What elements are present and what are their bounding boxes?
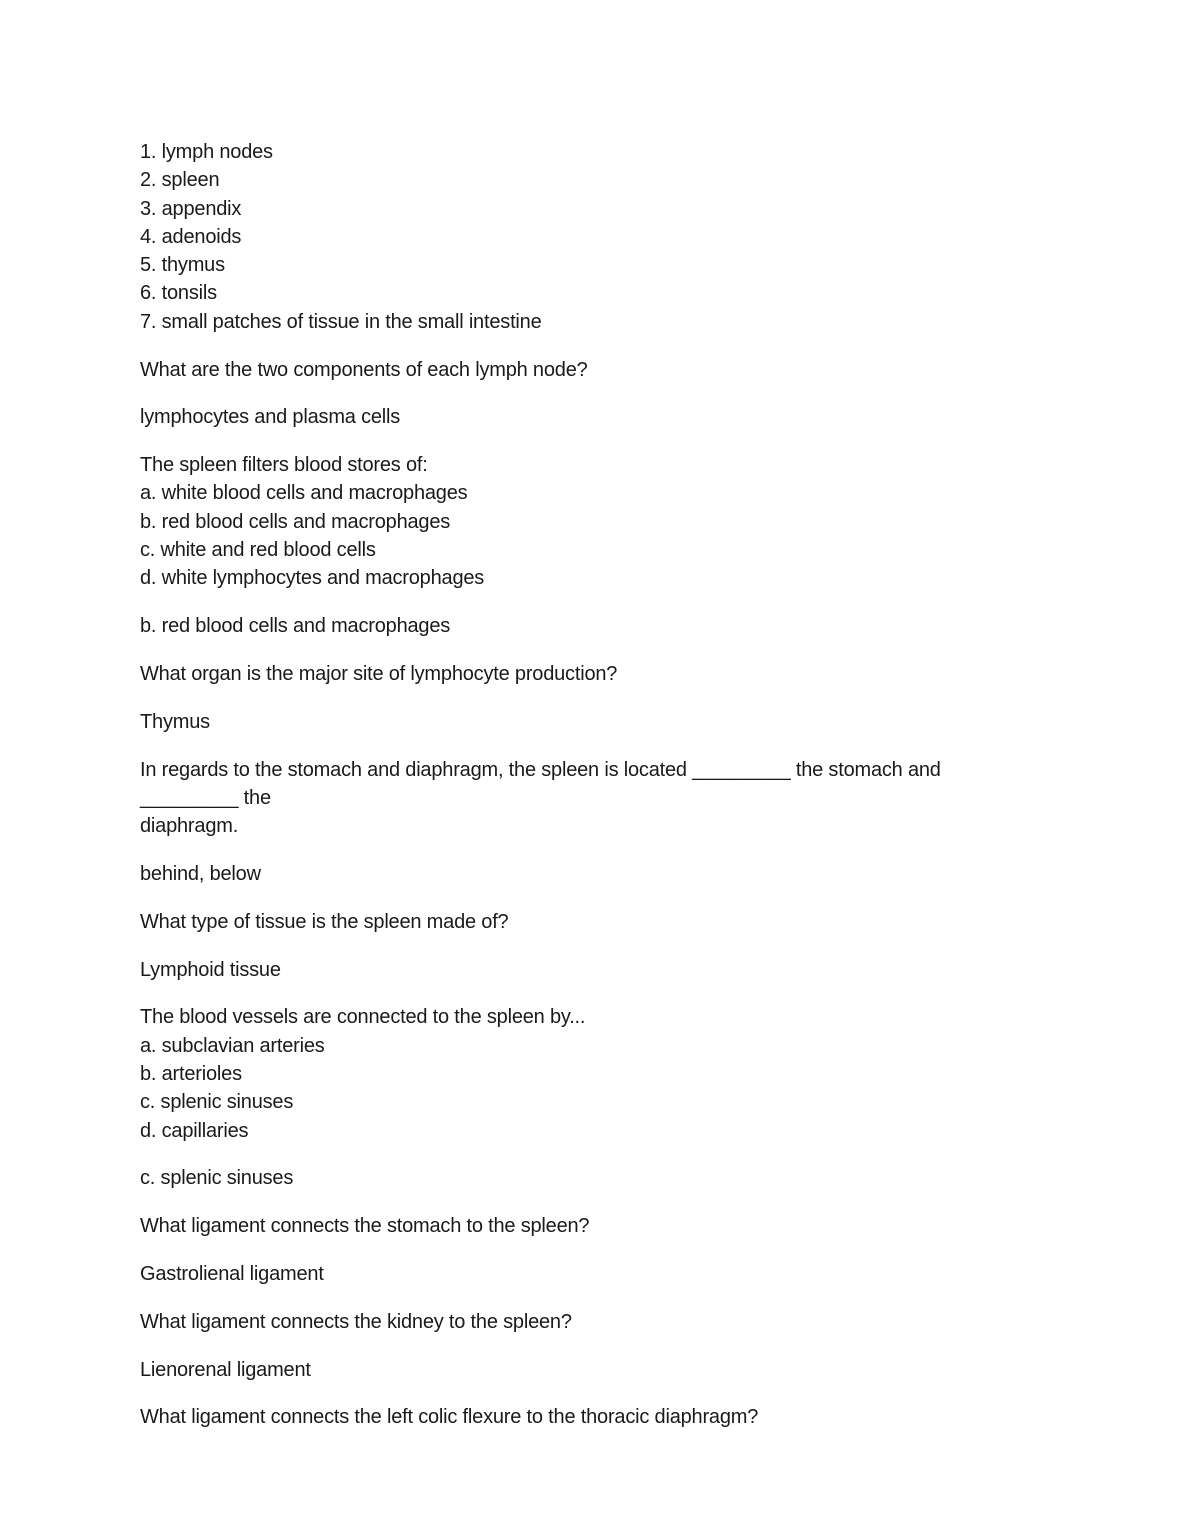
list-item: 5. thymus [140,254,225,277]
answer-spleen-filters [140,612,1040,640]
question-lymph-node-components [140,356,1040,384]
answer-blood-vessels [140,1164,1040,1192]
choice-c: c. splenic sinuses [140,1091,294,1114]
question-text: What ligament connects the stomach to the spleen? [140,1215,590,1238]
list-item: 2. spleen [140,169,220,192]
question-text: What are the two components of each lymph node? [140,358,588,381]
question-text: What ligament connects the left colic flexure to the thoracic diaphragm? [140,1406,759,1429]
question-stomach-ligament [140,1212,1040,1240]
question-text-continued: diaphragm. [140,815,239,838]
question-text: In regards to the stomach and diaphragm, the spleen is located _________ the stomach and _________ the [140,758,947,809]
answer-text: Lymphoid tissue [140,958,281,981]
answer-stomach-ligament [140,1260,1040,1288]
question-kidney-ligament [140,1308,1040,1336]
question-blood-vessels [140,1003,1040,1144]
choice-c: c. white and red blood cells [140,539,376,562]
choice-d: d. capillaries [140,1119,249,1142]
choice-a: a. white blood cells and macrophages [140,482,468,505]
answer-text: Gastrolienal ligament [140,1262,324,1285]
answer-lymph-node-components [140,403,1040,431]
answer-text: b. red blood cells and macrophages [140,615,451,638]
question-text: What type of tissue is the spleen made of? [140,910,509,933]
list-item: 1. lymph nodes [140,141,273,163]
answer-text: lymphocytes and plasma cells [140,406,401,429]
question-spleen-filters [140,451,1040,592]
question-text: What ligament connects the kidney to the spleen? [140,1310,572,1333]
answer-spleen-location [140,860,1040,888]
choice-b: b. arterioles [140,1062,242,1085]
list-item: 3. appendix [140,197,242,220]
choice-d: d. white lymphocytes and macrophages [140,567,485,590]
answer-text: c. splenic sinuses [140,1167,294,1190]
answer-lymphocyte-production [140,708,1040,736]
choice-a: a. subclavian arteries [140,1034,325,1057]
list-item: 4. adenoids [140,225,242,248]
answer-text: Thymus [140,710,210,733]
answer-spleen-tissue [140,956,1040,984]
choice-b: b. red blood cells and macrophages [140,510,451,533]
organ-list [140,138,1040,336]
answer-text: behind, below [140,862,261,885]
list-item: 7. small patches of tissue in the small intestine [140,310,542,333]
question-text: What organ is the major site of lymphocyte production? [140,662,618,685]
answer-kidney-ligament [140,1356,1040,1384]
answer-text: Lienorenal ligament [140,1358,311,1381]
list-item: 6. tonsils [140,282,217,305]
question-lymphocyte-production [140,660,1040,688]
question-colic-flexure-ligament [140,1403,1040,1431]
question-spleen-location [140,756,1040,841]
question-text: The blood vessels are connected to the spleen by... [140,1006,586,1029]
document-page [140,138,1040,1451]
question-text: The spleen filters blood stores of: [140,454,428,477]
question-spleen-tissue [140,908,1040,936]
